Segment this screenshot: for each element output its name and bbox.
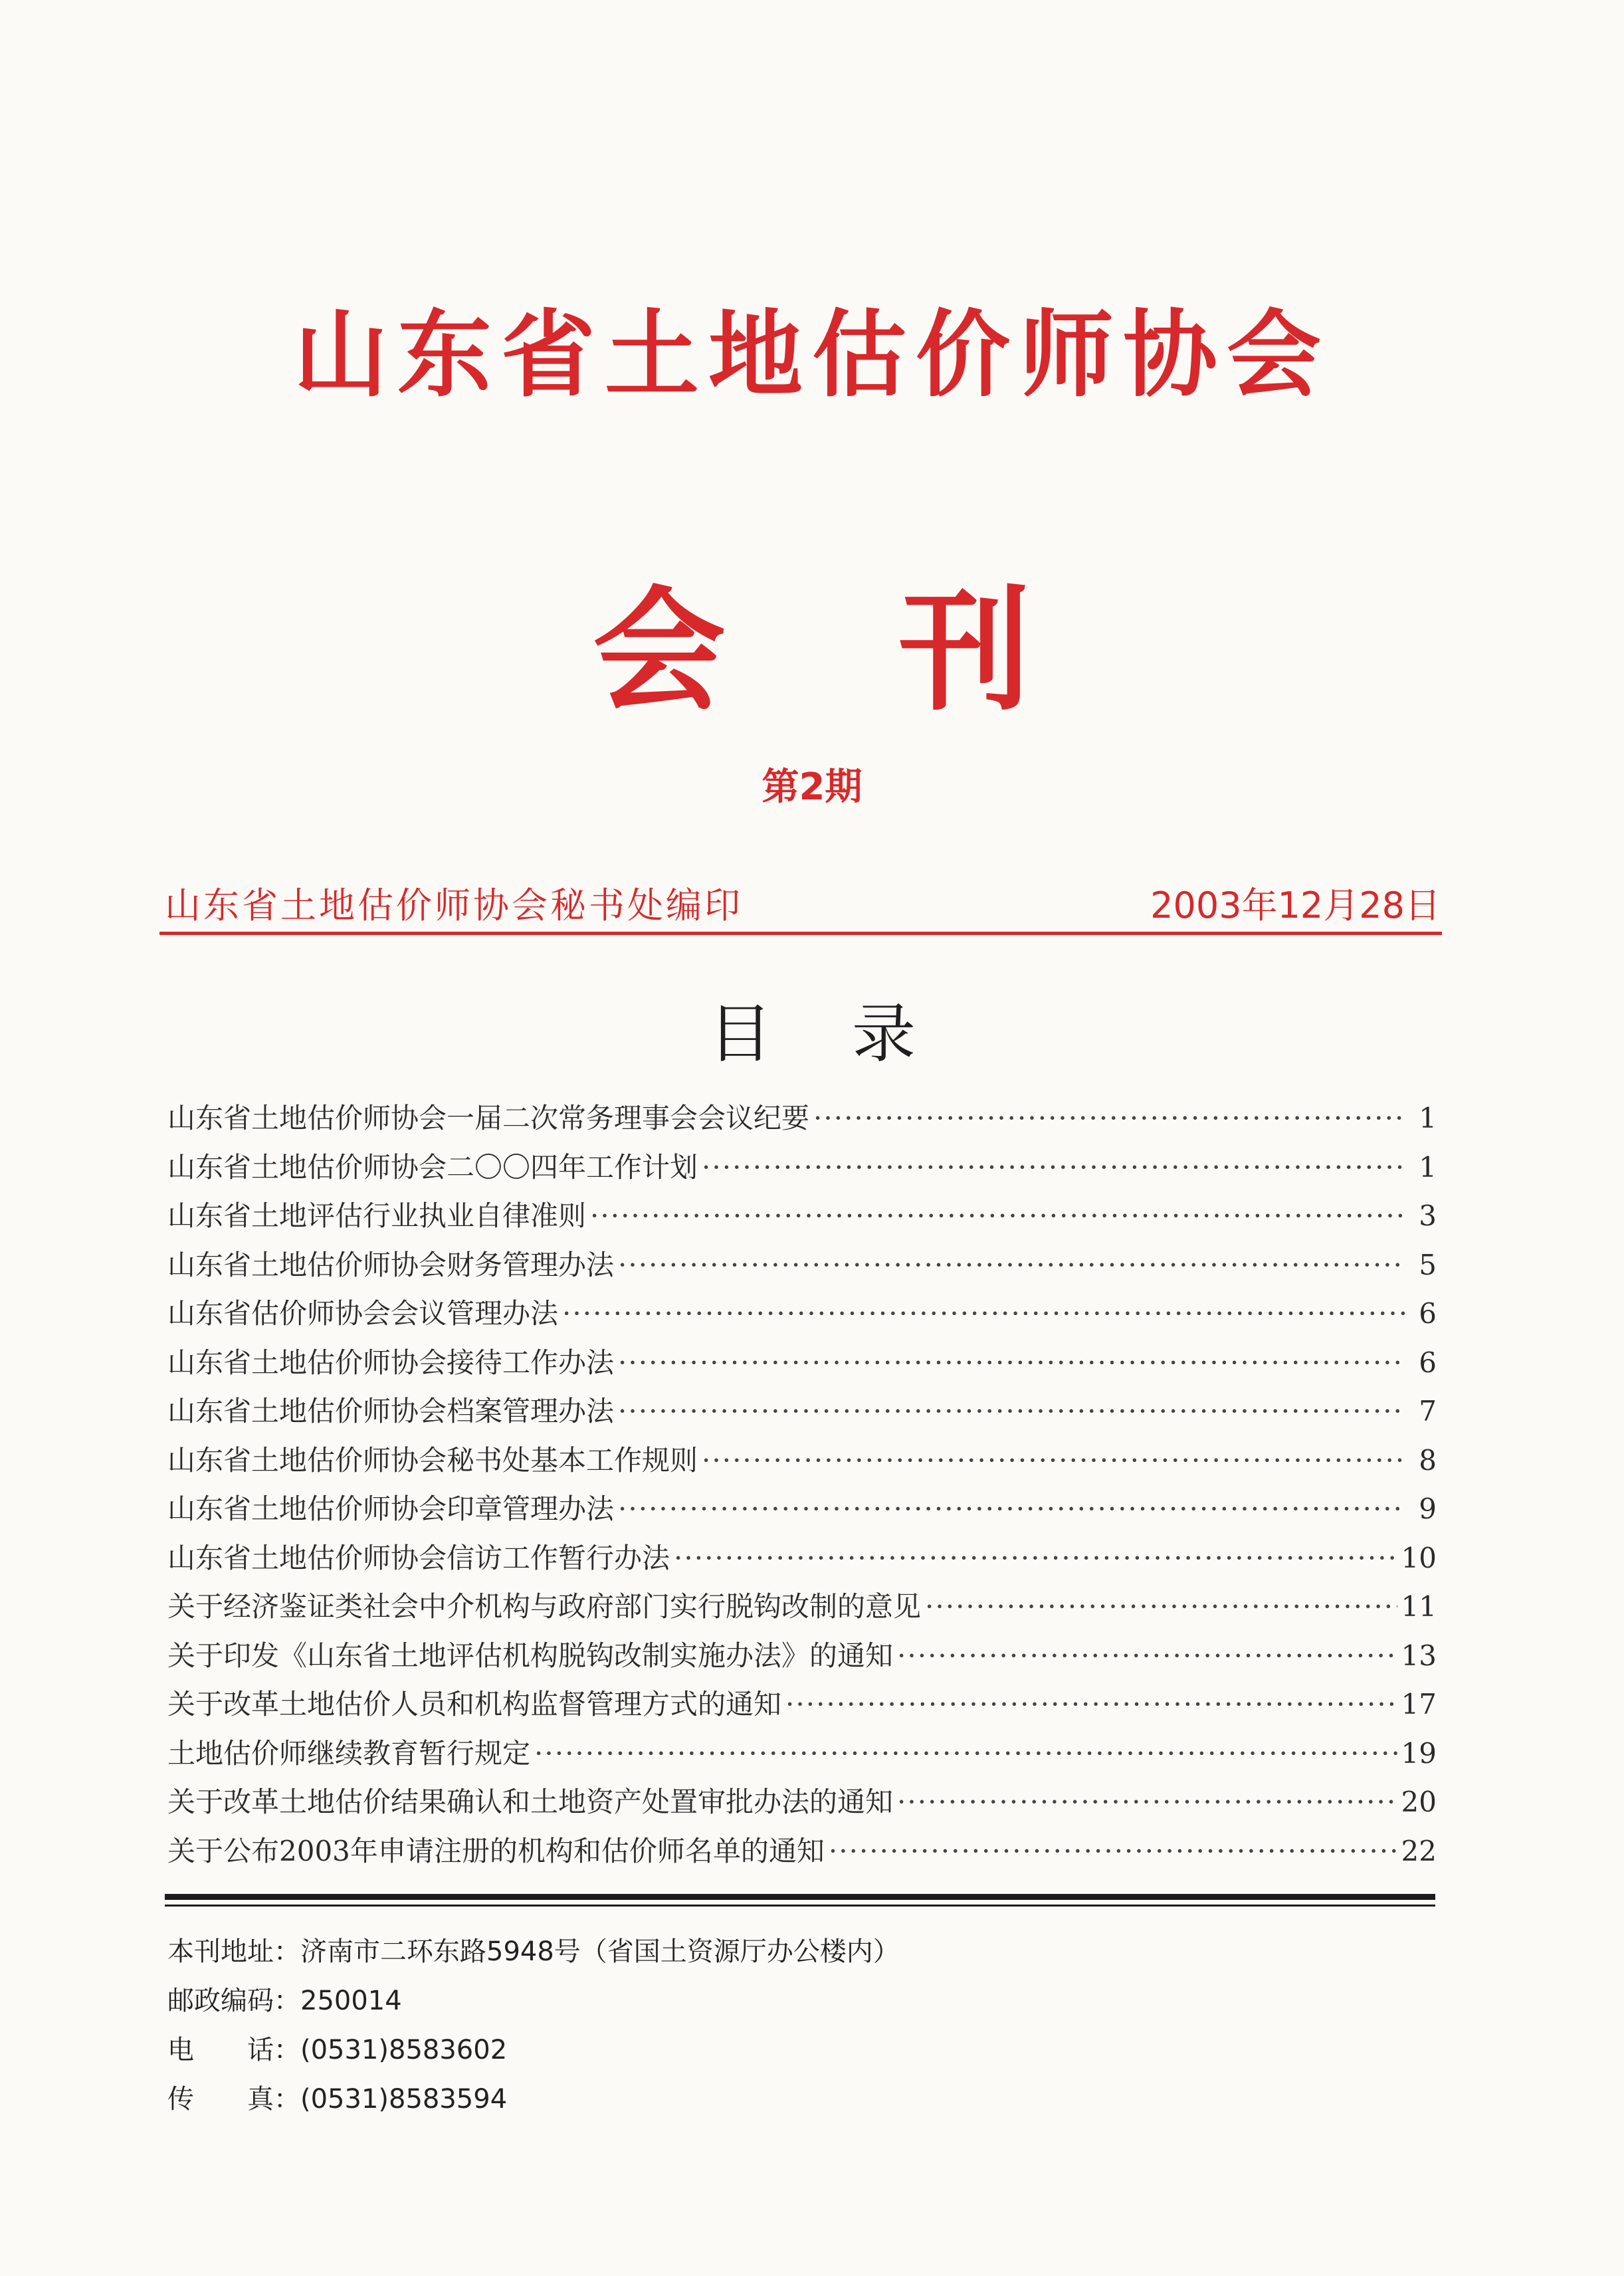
toc-entry-page: 6: [1419, 1297, 1437, 1330]
toc-entry: [167, 1439, 1437, 1488]
toc-entry: [167, 1780, 1437, 1829]
phone-line: [167, 2029, 1430, 2078]
fax-line: [167, 2078, 1430, 2127]
toc-entry-title: 关于改革土地估价结果确认和土地资产处置审批办法的通知: [167, 1786, 894, 1818]
toc-leader-dots: [534, 1737, 1397, 1770]
toc-leader-dots: [702, 1151, 1406, 1184]
toc-entry-page: 11: [1401, 1590, 1437, 1623]
footer-divider-thick: [165, 1894, 1435, 1900]
toc-entry: [167, 1536, 1437, 1586]
toc-leader-dots: [897, 1639, 1397, 1672]
publisher-line: 山东省土地估价师协会秘书处编印: [165, 884, 743, 926]
toc-leader-dots: [618, 1249, 1406, 1281]
toc-leader-dots: [925, 1590, 1397, 1623]
toc-entry: [167, 1732, 1437, 1781]
toc-entry-page: 13: [1401, 1639, 1437, 1672]
toc-entry-page: 9: [1419, 1493, 1437, 1525]
toc-entry-title: 山东省土地估价师协会财务管理办法: [167, 1248, 615, 1281]
toc-entry-page: 17: [1401, 1688, 1437, 1720]
toc-entry: [167, 1683, 1437, 1732]
toc-leader-dots: [897, 1786, 1397, 1818]
toc-leader-dots: [618, 1346, 1406, 1379]
toc-entry-page: 1: [1419, 1102, 1437, 1134]
toc-entry: [167, 1194, 1437, 1243]
toc-entry-title: 山东省土地评估行业执业自律准则: [167, 1199, 587, 1232]
toc-entry: [167, 1292, 1437, 1341]
fax-label: 传 真：: [167, 2084, 300, 2115]
toc-entry-page: 5: [1419, 1248, 1437, 1281]
toc-entry-title: 山东省估价师协会会议管理办法: [167, 1297, 559, 1330]
toc-entry-page: 3: [1419, 1199, 1437, 1232]
toc-entry-title: 山东省土地估价师协会信访工作暂行办法: [167, 1541, 670, 1574]
toc-entry-title: 关于经济鉴证类社会中介机构与政府部门实行脱钩改制的意见: [167, 1590, 922, 1623]
toc-entry-title: 山东省土地估价师协会印章管理办法: [167, 1493, 615, 1525]
toc-entry: [167, 1829, 1437, 1879]
toc-entry: [167, 1096, 1437, 1146]
toc-leader-dots: [702, 1444, 1406, 1477]
table-of-contents: [167, 1096, 1437, 1878]
toc-entry: [167, 1341, 1437, 1390]
footer-divider-thin: [165, 1905, 1435, 1907]
toc-entry-page: 10: [1401, 1541, 1437, 1574]
toc-entry-page: 19: [1401, 1736, 1437, 1770]
toc-entry-title: 山东省土地估价师协会档案管理办法: [167, 1395, 615, 1427]
toc-entry: [167, 1634, 1437, 1683]
toc-entry-title: 关于印发《山东省土地评估机构脱钩改制实施办法》的通知: [167, 1639, 894, 1672]
toc-entry-page: 22: [1401, 1834, 1437, 1867]
toc-leader-dots: [813, 1102, 1406, 1134]
red-divider: [159, 932, 1442, 935]
toc-entry-title: 关于改革土地估价人员和机构监督管理方式的通知: [167, 1688, 782, 1720]
toc-entry-page: 7: [1419, 1395, 1437, 1427]
masthead-title: 山东省土地估价师协会: [294, 300, 1330, 410]
phone-value: (0531)8583602: [300, 2035, 508, 2065]
toc-entry-page: 20: [1401, 1786, 1437, 1818]
toc-entry-title: 关于公布2003年申请注册的机构和估价师名单的通知: [167, 1834, 825, 1867]
toc-entry-page: 6: [1419, 1346, 1437, 1379]
toc-leader-dots: [590, 1199, 1406, 1232]
issue-number: 第2期: [761, 766, 863, 809]
toc-leader-dots: [618, 1395, 1406, 1427]
publication-date: 2003年12月28日: [1150, 884, 1441, 926]
toc-entry: [167, 1487, 1437, 1536]
toc-leader-dots: [785, 1688, 1397, 1720]
toc-heading: 目录: [708, 997, 995, 1071]
toc-entry: [167, 1390, 1437, 1439]
contact-info: [167, 1930, 1430, 2127]
postcode-value: 250014: [300, 1986, 402, 2016]
toc-entry: [167, 1243, 1437, 1293]
toc-entry-title: 山东省土地估价师协会秘书处基本工作规则: [167, 1443, 698, 1477]
toc-leader-dots: [829, 1835, 1397, 1867]
toc-entry-title: 山东省土地估价师协会二〇〇四年工作计划: [167, 1150, 698, 1184]
fax-value: (0531)8583594: [300, 2084, 508, 2115]
address-label: 本刊地址：: [167, 1936, 300, 1967]
toc-entry-title: 山东省土地估价师协会接待工作办法: [167, 1346, 615, 1379]
toc-entry: [167, 1146, 1437, 1195]
publication-name: 会刊: [592, 574, 1204, 729]
address-value: 济南市二环东路5948号（省国土资源厅办公楼内）: [300, 1936, 900, 1967]
toc-entry-page: 8: [1419, 1443, 1437, 1477]
postcode-line: [167, 1980, 1430, 2029]
toc-entry-title: 土地估价师继续教育暂行规定: [167, 1736, 531, 1770]
toc-entry-title: 山东省土地估价师协会一届二次常务理事会会议纪要: [167, 1102, 810, 1134]
toc-leader-dots: [562, 1297, 1406, 1330]
toc-entry-page: 1: [1419, 1150, 1437, 1184]
postcode-label: 邮政编码：: [167, 1986, 300, 2016]
publisher-row: [165, 877, 1441, 928]
toc-leader-dots: [618, 1493, 1406, 1525]
toc-leader-dots: [674, 1542, 1397, 1574]
toc-entry: [167, 1585, 1437, 1634]
address-line: [167, 1930, 1430, 1980]
phone-label: 电 话：: [167, 2035, 300, 2065]
